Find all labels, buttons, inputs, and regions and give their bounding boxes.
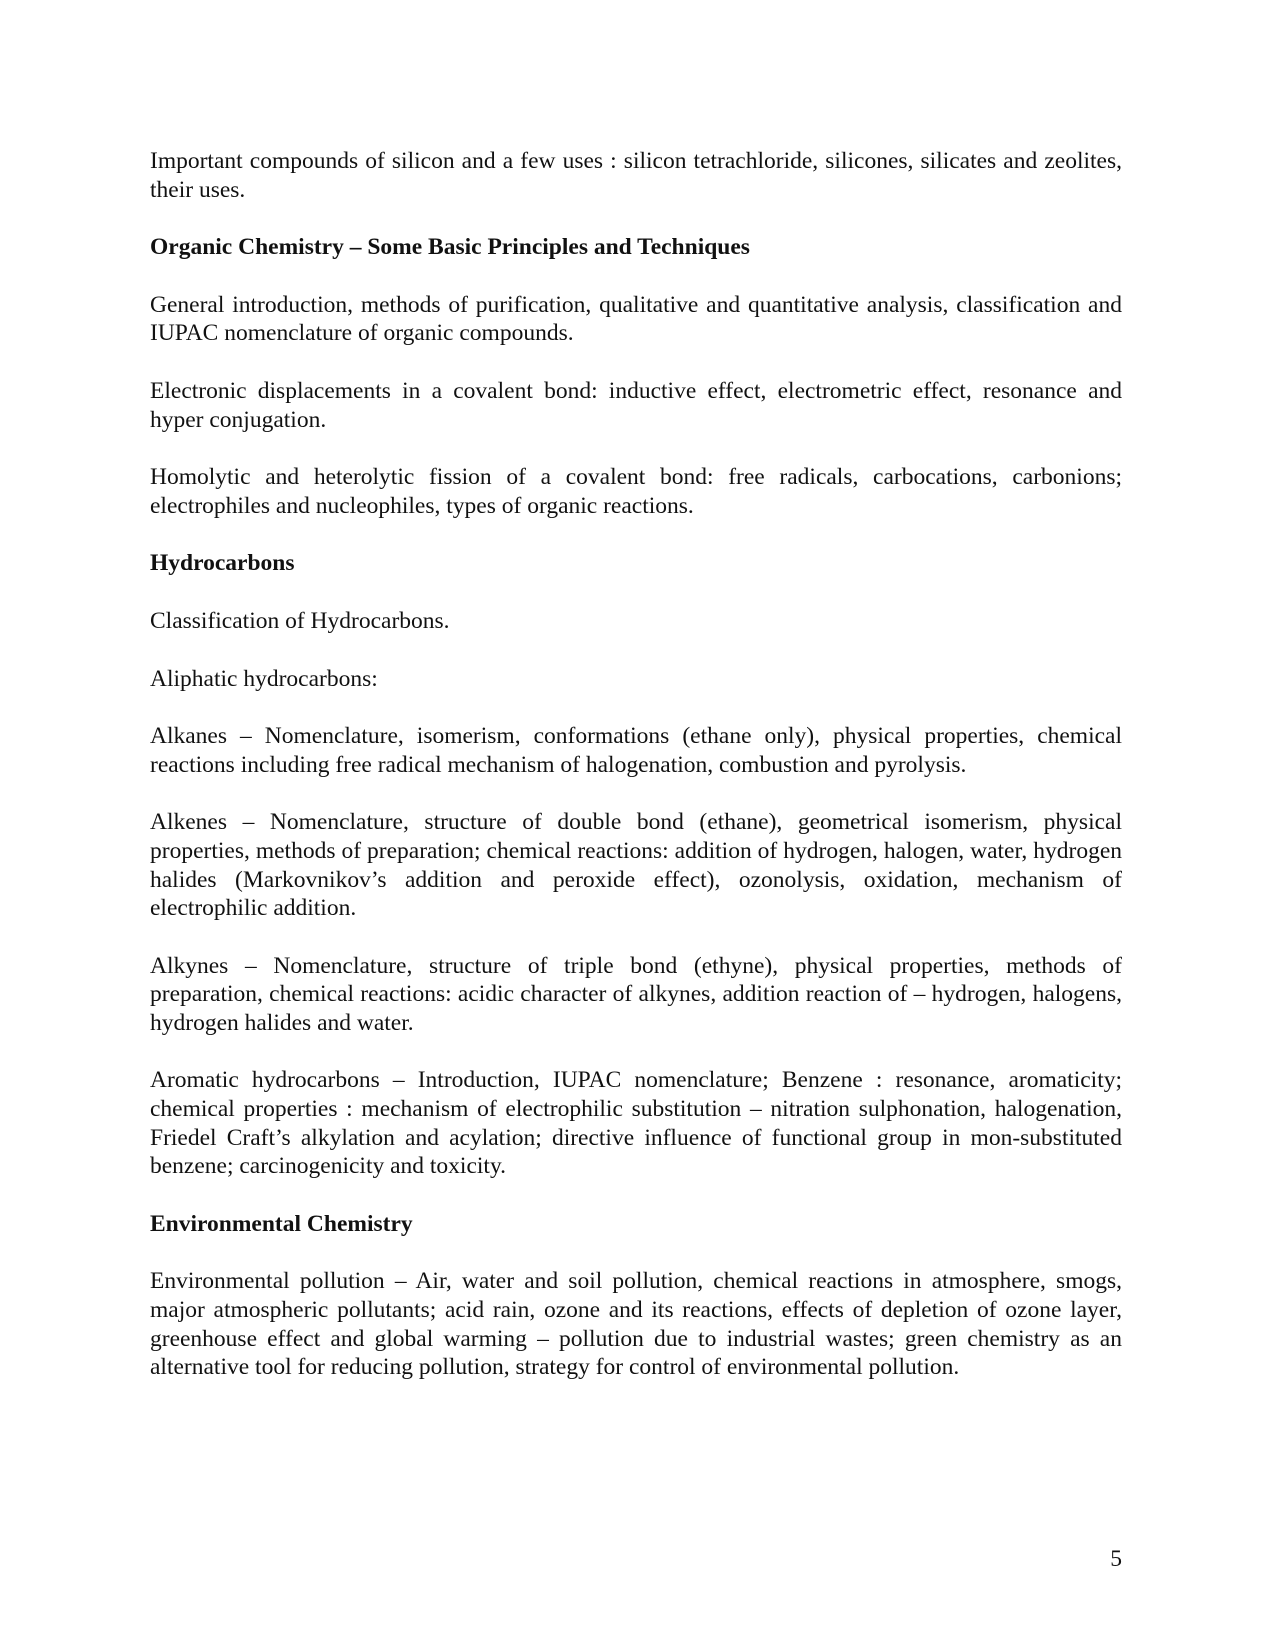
- general-introduction-paragraph: General introduction, methods of purification, qualitative and quantitative analysis, classification and IUPAC nomenclature of organic compounds.: [150, 291, 1122, 347]
- page-number: 5: [1110, 1546, 1122, 1572]
- section-heading-organic-chemistry: Organic Chemistry – Some Basic Principles and Techniques: [150, 234, 750, 261]
- environmental-pollution-paragraph: Environmental pollution – Air, water and soil pollution, chemical reactions in atmosphere, smogs, major atmospheric pollutants; acid rain, ozone and its reactions, effects of depletion of ozone layer, greenhouse effect and global warming – pollution due to industrial wastes; green chemistry as an alternative tool for reducing pollution, strategy for control of environmental pollution.: [150, 1268, 1122, 1381]
- aliphatic-paragraph: Aliphatic hydrocarbons:: [150, 665, 378, 692]
- document-page: [150, 147, 1122, 1411]
- aromatic-hydrocarbons-paragraph: Aromatic hydrocarbons – Introduction, IUPAC nomenclature; Benzene : resonance, aromaticity; chemical properties : mechanism of electrophilic substitution – nitration sulphonation, halogenation, Friedel Craft’s alkylation and acylation; directive influence of functional group in mon-substituted benzene; carcinogenicity and toxicity.: [150, 1067, 1122, 1180]
- alkenes-paragraph: Alkenes – Nomenclature, structure of double bond (ethane), geometrical isomerism, physical properties, methods of preparation; chemical reactions: addition of hydrogen, halogen, water, hydrogen halides (Markovnikov’s addition and peroxide effect), ozonolysis, oxidation, mechanism of electrophilic addition.: [150, 809, 1122, 922]
- classification-paragraph: Classification of Hydrocarbons.: [150, 607, 450, 634]
- alkynes-paragraph: Alkynes – Nomenclature, structure of triple bond (ethyne), physical properties, methods of preparation, chemical reactions: acidic character of alkynes, addition reaction of – hydrogen, halogens, hydrogen halides and water.: [150, 952, 1122, 1036]
- silicon-compounds-paragraph: Important compounds of silicon and a few uses : silicon tetrachloride, silicones, silicates and zeolites, their uses.: [150, 148, 1122, 203]
- section-heading-hydrocarbons: Hydrocarbons: [150, 550, 295, 577]
- alkanes-paragraph: Alkanes – Nomenclature, isomerism, conformations (ethane only), physical properties, chemical reactions including free radical mechanism of halogenation, combustion and pyrolysis.: [150, 723, 1122, 778]
- electronic-displacements-paragraph: Electronic displacements in a covalent bond: inductive effect, electrometric effect, resonance and hyper conjugation.: [150, 377, 1122, 433]
- fission-paragraph: Homolytic and heterolytic fission of a covalent bond: free radicals, carbocations, carbonions; electrophiles and nucleophiles, types of organic reactions.: [150, 464, 1122, 519]
- section-heading-environmental-chemistry: Environmental Chemistry: [150, 1210, 413, 1237]
